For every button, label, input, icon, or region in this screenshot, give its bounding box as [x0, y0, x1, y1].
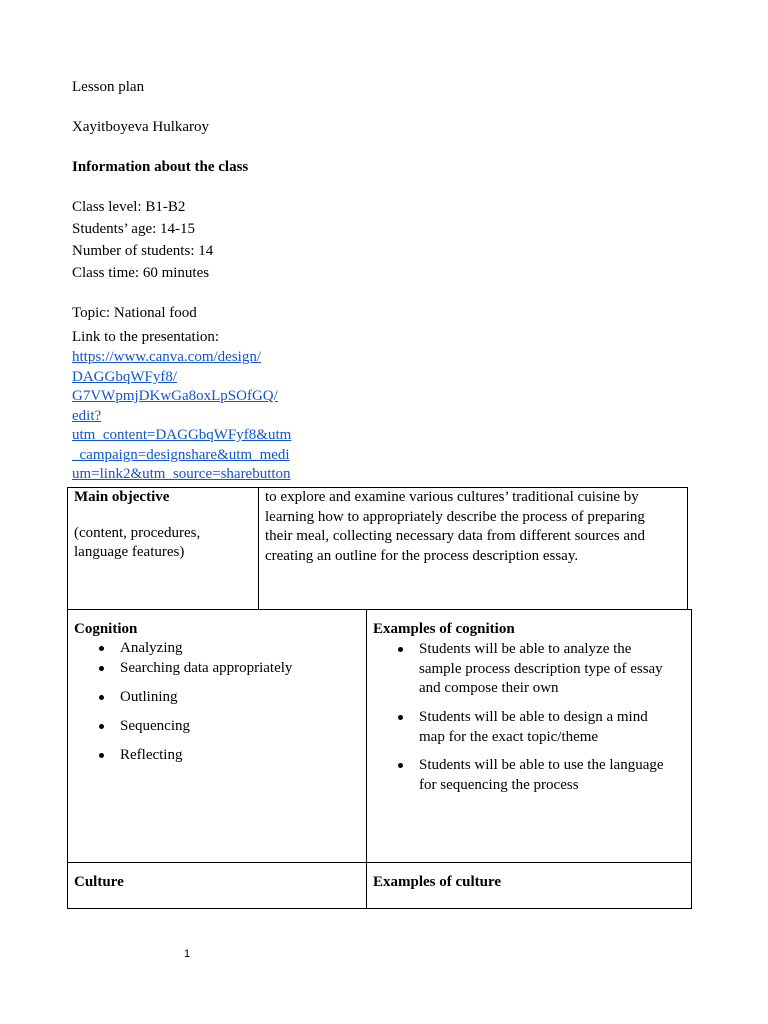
- objective-subtext-line: (content, procedures,: [74, 525, 201, 541]
- class-info-heading: Information about the class: [72, 159, 249, 175]
- bullet-dot-icon: [398, 647, 403, 652]
- bullet-dot-icon: [99, 753, 104, 758]
- culture-heading: Culture: [74, 874, 124, 890]
- objective-subtext-line: language features): [74, 544, 185, 560]
- cognition-column-divider: [366, 609, 367, 909]
- objective-text-line: their meal, collecting necessary data from different sources and: [265, 528, 645, 544]
- cognition-heading: Cognition: [74, 621, 138, 637]
- objective-divider: [258, 487, 259, 610]
- presentation-link-line[interactable]: um=link2&utm_source=sharebutton: [72, 466, 291, 482]
- presentation-link-line[interactable]: https://www.canva.com/design/: [72, 349, 261, 365]
- cognition-item: Sequencing: [120, 718, 190, 734]
- bullet-dot-icon: [99, 666, 104, 671]
- culture-row-divider: [67, 862, 692, 863]
- number-of-students: Number of students: 14: [72, 243, 214, 259]
- objective-text-line: creating an outline for the process description essay.: [265, 547, 579, 564]
- bullet-dot-icon: [398, 715, 403, 720]
- presentation-link-line[interactable]: _campaign=designshare&utm_medi: [72, 447, 290, 463]
- presentation-link-line[interactable]: edit?: [72, 408, 102, 424]
- link-label: Link to the presentation:: [72, 329, 220, 345]
- cognition-example-line: Students will be able to design a mind: [419, 709, 648, 725]
- main-objective-heading: Main objective: [74, 489, 170, 505]
- cognition-item: Searching data appropriately: [120, 660, 293, 676]
- class-level: Class level: B1-B2: [72, 199, 186, 215]
- examples-of-cognition-heading: Examples of cognition: [373, 621, 515, 637]
- class-time: Class time: 60 minutes: [72, 265, 210, 281]
- objective-text-line: to explore and examine various cultures’ traditional cuisine by: [265, 489, 639, 505]
- bullet-dot-icon: [99, 646, 104, 651]
- bullet-dot-icon: [99, 724, 104, 729]
- objective-text-line: learning how to appropriately describe the process of preparing: [265, 508, 645, 525]
- document-title: Lesson plan: [72, 79, 145, 95]
- page-number: 1: [184, 948, 191, 960]
- cognition-example-line: and compose their own: [419, 680, 559, 696]
- topic: Topic: National food: [72, 305, 197, 321]
- presentation-link-line[interactable]: G7VWpmjDKwGa8oxLpSOfGQ/: [72, 388, 278, 404]
- presentation-link-line[interactable]: DAGGbqWFyf8/: [72, 369, 177, 385]
- bullet-dot-icon: [99, 695, 104, 700]
- cognition-item: Outlining: [120, 689, 178, 705]
- bullet-dot-icon: [398, 763, 403, 768]
- presentation-link-line[interactable]: utm_content=DAGGbqWFyf8&utm: [72, 427, 292, 443]
- cognition-item: Analyzing: [120, 640, 183, 656]
- cognition-example-line: map for the exact topic/theme: [419, 728, 599, 745]
- cognition-example-line: sample process description type of essay: [419, 660, 663, 677]
- examples-of-culture-heading: Examples of culture: [373, 874, 502, 890]
- cognition-example-line: Students will be able to use the language: [419, 757, 664, 773]
- cognition-example-line: for sequencing the process: [419, 776, 579, 793]
- author-name: Xayitboyeva Hulkaroy: [72, 119, 210, 135]
- cognition-item: Reflecting: [120, 747, 183, 763]
- cognition-example-line: Students will be able to analyze the: [419, 641, 632, 657]
- students-age: Students’ age: 14-15: [72, 221, 196, 237]
